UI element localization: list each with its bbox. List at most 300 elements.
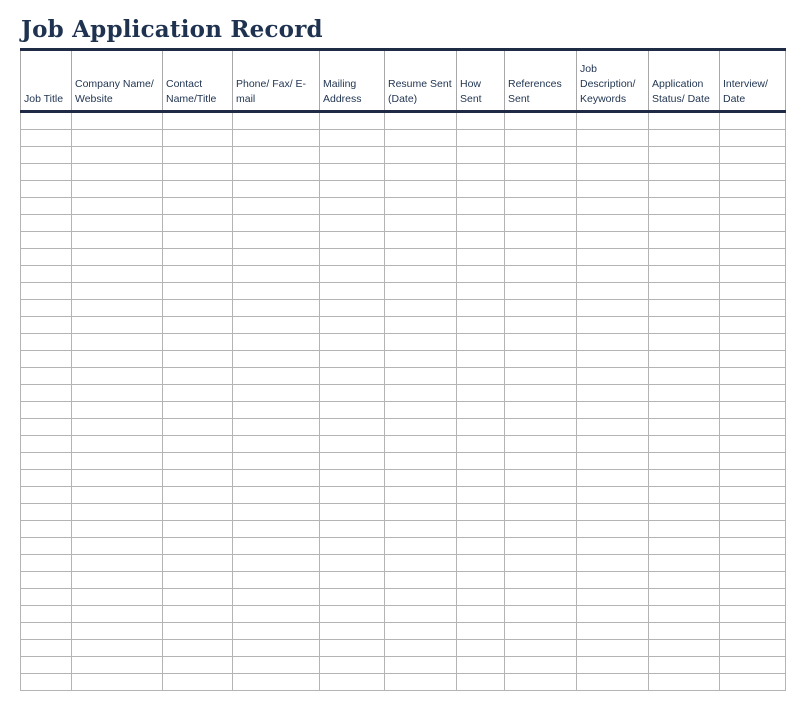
- table-cell[interactable]: [163, 674, 233, 691]
- table-cell[interactable]: [320, 351, 385, 368]
- table-cell[interactable]: [649, 283, 720, 300]
- table-cell[interactable]: [233, 521, 320, 538]
- table-cell[interactable]: [385, 487, 457, 504]
- table-cell[interactable]: [505, 385, 577, 402]
- table-cell[interactable]: [21, 351, 72, 368]
- table-cell[interactable]: [385, 504, 457, 521]
- table-cell[interactable]: [505, 164, 577, 181]
- table-cell[interactable]: [320, 521, 385, 538]
- table-cell[interactable]: [577, 164, 649, 181]
- table-cell[interactable]: [320, 453, 385, 470]
- table-cell[interactable]: [233, 555, 320, 572]
- table-cell[interactable]: [649, 640, 720, 657]
- table-cell[interactable]: [163, 487, 233, 504]
- table-cell[interactable]: [21, 555, 72, 572]
- table-cell[interactable]: [457, 385, 505, 402]
- table-cell[interactable]: [233, 402, 320, 419]
- table-cell[interactable]: [233, 674, 320, 691]
- table-cell[interactable]: [505, 453, 577, 470]
- table-cell[interactable]: [320, 589, 385, 606]
- table-cell[interactable]: [720, 402, 786, 419]
- table-cell[interactable]: [649, 266, 720, 283]
- table-cell[interactable]: [320, 538, 385, 555]
- table-cell[interactable]: [720, 674, 786, 691]
- table-cell[interactable]: [163, 589, 233, 606]
- table-cell[interactable]: [649, 453, 720, 470]
- table-cell[interactable]: [577, 385, 649, 402]
- table-cell[interactable]: [320, 266, 385, 283]
- table-cell[interactable]: [577, 112, 649, 130]
- table-cell[interactable]: [649, 334, 720, 351]
- table-cell[interactable]: [385, 385, 457, 402]
- table-cell[interactable]: [163, 317, 233, 334]
- table-cell[interactable]: [649, 657, 720, 674]
- table-cell[interactable]: [457, 487, 505, 504]
- table-cell[interactable]: [720, 606, 786, 623]
- table-cell[interactable]: [457, 572, 505, 589]
- table-cell[interactable]: [649, 215, 720, 232]
- table-cell[interactable]: [720, 589, 786, 606]
- table-cell[interactable]: [720, 555, 786, 572]
- table-cell[interactable]: [649, 181, 720, 198]
- table-cell[interactable]: [385, 147, 457, 164]
- table-cell[interactable]: [163, 657, 233, 674]
- table-cell[interactable]: [720, 164, 786, 181]
- table-cell[interactable]: [21, 402, 72, 419]
- table-cell[interactable]: [457, 181, 505, 198]
- table-cell[interactable]: [21, 640, 72, 657]
- table-cell[interactable]: [385, 164, 457, 181]
- table-cell[interactable]: [577, 300, 649, 317]
- table-cell[interactable]: [163, 640, 233, 657]
- table-cell[interactable]: [720, 112, 786, 130]
- table-cell[interactable]: [163, 504, 233, 521]
- table-cell[interactable]: [72, 555, 163, 572]
- table-cell[interactable]: [320, 470, 385, 487]
- table-cell[interactable]: [649, 606, 720, 623]
- table-cell[interactable]: [720, 487, 786, 504]
- table-cell[interactable]: [233, 283, 320, 300]
- table-cell[interactable]: [233, 334, 320, 351]
- table-cell[interactable]: [577, 181, 649, 198]
- table-cell[interactable]: [505, 674, 577, 691]
- table-cell[interactable]: [505, 181, 577, 198]
- table-cell[interactable]: [385, 419, 457, 436]
- table-cell[interactable]: [72, 198, 163, 215]
- table-cell[interactable]: [233, 300, 320, 317]
- table-cell[interactable]: [21, 419, 72, 436]
- table-cell[interactable]: [385, 402, 457, 419]
- table-cell[interactable]: [577, 623, 649, 640]
- table-cell[interactable]: [163, 572, 233, 589]
- table-cell[interactable]: [163, 181, 233, 198]
- table-cell[interactable]: [21, 606, 72, 623]
- table-cell[interactable]: [72, 215, 163, 232]
- table-cell[interactable]: [649, 368, 720, 385]
- table-cell[interactable]: [320, 198, 385, 215]
- table-cell[interactable]: [21, 147, 72, 164]
- table-cell[interactable]: [385, 368, 457, 385]
- table-cell[interactable]: [505, 470, 577, 487]
- table-cell[interactable]: [577, 589, 649, 606]
- table-cell[interactable]: [72, 538, 163, 555]
- table-cell[interactable]: [577, 674, 649, 691]
- table-cell[interactable]: [505, 504, 577, 521]
- table-cell[interactable]: [457, 623, 505, 640]
- table-cell[interactable]: [457, 283, 505, 300]
- table-cell[interactable]: [163, 215, 233, 232]
- table-cell[interactable]: [21, 164, 72, 181]
- table-cell[interactable]: [457, 351, 505, 368]
- table-cell[interactable]: [233, 487, 320, 504]
- table-cell[interactable]: [21, 181, 72, 198]
- table-cell[interactable]: [320, 283, 385, 300]
- table-cell[interactable]: [21, 657, 72, 674]
- table-cell[interactable]: [505, 572, 577, 589]
- table-cell[interactable]: [577, 266, 649, 283]
- table-cell[interactable]: [720, 215, 786, 232]
- table-cell[interactable]: [21, 368, 72, 385]
- table-cell[interactable]: [72, 572, 163, 589]
- table-cell[interactable]: [163, 266, 233, 283]
- table-cell[interactable]: [163, 249, 233, 266]
- table-cell[interactable]: [320, 249, 385, 266]
- table-cell[interactable]: [320, 504, 385, 521]
- table-cell[interactable]: [385, 521, 457, 538]
- table-cell[interactable]: [72, 385, 163, 402]
- table-cell[interactable]: [233, 112, 320, 130]
- table-cell[interactable]: [233, 538, 320, 555]
- table-cell[interactable]: [163, 453, 233, 470]
- table-cell[interactable]: [233, 453, 320, 470]
- table-cell[interactable]: [163, 555, 233, 572]
- table-cell[interactable]: [72, 521, 163, 538]
- table-cell[interactable]: [505, 606, 577, 623]
- table-cell[interactable]: [72, 589, 163, 606]
- table-cell[interactable]: [385, 657, 457, 674]
- table-cell[interactable]: [385, 538, 457, 555]
- table-cell[interactable]: [720, 232, 786, 249]
- table-cell[interactable]: [163, 436, 233, 453]
- table-cell[interactable]: [21, 266, 72, 283]
- table-cell[interactable]: [385, 640, 457, 657]
- table-cell[interactable]: [233, 436, 320, 453]
- table-cell[interactable]: [385, 317, 457, 334]
- table-cell[interactable]: [720, 385, 786, 402]
- table-cell[interactable]: [577, 198, 649, 215]
- table-cell[interactable]: [72, 334, 163, 351]
- table-cell[interactable]: [385, 283, 457, 300]
- table-cell[interactable]: [720, 538, 786, 555]
- table-cell[interactable]: [72, 232, 163, 249]
- table-cell[interactable]: [21, 334, 72, 351]
- table-cell[interactable]: [720, 436, 786, 453]
- table-cell[interactable]: [72, 436, 163, 453]
- table-cell[interactable]: [163, 164, 233, 181]
- table-cell[interactable]: [505, 351, 577, 368]
- table-cell[interactable]: [163, 283, 233, 300]
- table-cell[interactable]: [163, 521, 233, 538]
- table-cell[interactable]: [320, 232, 385, 249]
- table-cell[interactable]: [72, 317, 163, 334]
- table-cell[interactable]: [320, 436, 385, 453]
- table-cell[interactable]: [320, 402, 385, 419]
- table-cell[interactable]: [457, 334, 505, 351]
- table-cell[interactable]: [21, 521, 72, 538]
- table-cell[interactable]: [577, 419, 649, 436]
- table-cell[interactable]: [72, 164, 163, 181]
- table-cell[interactable]: [385, 215, 457, 232]
- table-cell[interactable]: [385, 589, 457, 606]
- table-cell[interactable]: [320, 334, 385, 351]
- table-cell[interactable]: [457, 266, 505, 283]
- table-cell[interactable]: [21, 317, 72, 334]
- table-cell[interactable]: [457, 640, 505, 657]
- table-cell[interactable]: [649, 487, 720, 504]
- table-cell[interactable]: [385, 181, 457, 198]
- table-cell[interactable]: [320, 555, 385, 572]
- table-cell[interactable]: [457, 436, 505, 453]
- table-cell[interactable]: [577, 521, 649, 538]
- table-cell[interactable]: [233, 640, 320, 657]
- table-cell[interactable]: [163, 232, 233, 249]
- table-cell[interactable]: [320, 215, 385, 232]
- table-cell[interactable]: [21, 385, 72, 402]
- table-cell[interactable]: [320, 130, 385, 147]
- table-cell[interactable]: [577, 504, 649, 521]
- table-cell[interactable]: [457, 470, 505, 487]
- table-cell[interactable]: [233, 147, 320, 164]
- table-cell[interactable]: [21, 504, 72, 521]
- table-cell[interactable]: [385, 606, 457, 623]
- table-cell[interactable]: [505, 555, 577, 572]
- table-cell[interactable]: [649, 164, 720, 181]
- table-cell[interactable]: [163, 623, 233, 640]
- table-cell[interactable]: [72, 368, 163, 385]
- table-cell[interactable]: [649, 436, 720, 453]
- table-cell[interactable]: [505, 232, 577, 249]
- table-cell[interactable]: [320, 657, 385, 674]
- table-cell[interactable]: [505, 317, 577, 334]
- table-cell[interactable]: [457, 232, 505, 249]
- table-cell[interactable]: [72, 351, 163, 368]
- table-cell[interactable]: [320, 112, 385, 130]
- table-cell[interactable]: [233, 215, 320, 232]
- table-cell[interactable]: [72, 283, 163, 300]
- table-cell[interactable]: [577, 130, 649, 147]
- table-cell[interactable]: [163, 112, 233, 130]
- table-cell[interactable]: [457, 402, 505, 419]
- table-cell[interactable]: [457, 130, 505, 147]
- table-cell[interactable]: [21, 487, 72, 504]
- table-cell[interactable]: [385, 232, 457, 249]
- table-cell[interactable]: [505, 112, 577, 130]
- table-cell[interactable]: [233, 589, 320, 606]
- table-cell[interactable]: [163, 351, 233, 368]
- table-cell[interactable]: [505, 130, 577, 147]
- table-cell[interactable]: [577, 283, 649, 300]
- table-cell[interactable]: [720, 266, 786, 283]
- table-cell[interactable]: [505, 640, 577, 657]
- table-cell[interactable]: [21, 572, 72, 589]
- table-cell[interactable]: [72, 453, 163, 470]
- table-cell[interactable]: [385, 572, 457, 589]
- table-cell[interactable]: [457, 589, 505, 606]
- table-cell[interactable]: [457, 147, 505, 164]
- table-cell[interactable]: [649, 317, 720, 334]
- table-cell[interactable]: [505, 249, 577, 266]
- table-cell[interactable]: [577, 368, 649, 385]
- table-cell[interactable]: [233, 317, 320, 334]
- table-cell[interactable]: [720, 198, 786, 215]
- table-cell[interactable]: [720, 181, 786, 198]
- table-cell[interactable]: [505, 419, 577, 436]
- table-cell[interactable]: [505, 589, 577, 606]
- table-cell[interactable]: [385, 555, 457, 572]
- table-cell[interactable]: [320, 317, 385, 334]
- table-cell[interactable]: [163, 300, 233, 317]
- table-cell[interactable]: [649, 623, 720, 640]
- table-cell[interactable]: [21, 436, 72, 453]
- table-cell[interactable]: [72, 112, 163, 130]
- table-cell[interactable]: [577, 249, 649, 266]
- table-cell[interactable]: [505, 521, 577, 538]
- table-cell[interactable]: [233, 266, 320, 283]
- table-cell[interactable]: [233, 470, 320, 487]
- table-cell[interactable]: [720, 334, 786, 351]
- table-cell[interactable]: [385, 623, 457, 640]
- table-cell[interactable]: [505, 283, 577, 300]
- table-cell[interactable]: [577, 453, 649, 470]
- table-cell[interactable]: [385, 198, 457, 215]
- table-cell[interactable]: [385, 453, 457, 470]
- table-cell[interactable]: [457, 555, 505, 572]
- table-cell[interactable]: [21, 589, 72, 606]
- table-cell[interactable]: [720, 283, 786, 300]
- table-cell[interactable]: [320, 674, 385, 691]
- table-cell[interactable]: [649, 674, 720, 691]
- table-cell[interactable]: [720, 572, 786, 589]
- table-cell[interactable]: [577, 147, 649, 164]
- table-cell[interactable]: [21, 130, 72, 147]
- table-cell[interactable]: [21, 538, 72, 555]
- table-cell[interactable]: [649, 589, 720, 606]
- table-cell[interactable]: [233, 606, 320, 623]
- table-cell[interactable]: [233, 351, 320, 368]
- table-cell[interactable]: [72, 249, 163, 266]
- table-cell[interactable]: [163, 334, 233, 351]
- table-cell[interactable]: [720, 453, 786, 470]
- table-cell[interactable]: [505, 368, 577, 385]
- table-cell[interactable]: [21, 112, 72, 130]
- table-cell[interactable]: [649, 504, 720, 521]
- table-cell[interactable]: [577, 657, 649, 674]
- table-cell[interactable]: [72, 657, 163, 674]
- table-cell[interactable]: [720, 351, 786, 368]
- table-cell[interactable]: [577, 232, 649, 249]
- table-cell[interactable]: [457, 538, 505, 555]
- table-cell[interactable]: [720, 419, 786, 436]
- table-cell[interactable]: [233, 181, 320, 198]
- table-cell[interactable]: [385, 266, 457, 283]
- table-cell[interactable]: [320, 606, 385, 623]
- table-cell[interactable]: [72, 623, 163, 640]
- table-cell[interactable]: [72, 674, 163, 691]
- table-cell[interactable]: [233, 623, 320, 640]
- table-cell[interactable]: [505, 147, 577, 164]
- table-cell[interactable]: [320, 147, 385, 164]
- table-cell[interactable]: [457, 164, 505, 181]
- table-cell[interactable]: [385, 130, 457, 147]
- table-cell[interactable]: [457, 504, 505, 521]
- table-cell[interactable]: [457, 453, 505, 470]
- table-cell[interactable]: [21, 300, 72, 317]
- table-cell[interactable]: [649, 419, 720, 436]
- table-cell[interactable]: [163, 419, 233, 436]
- table-cell[interactable]: [649, 351, 720, 368]
- table-cell[interactable]: [649, 521, 720, 538]
- table-cell[interactable]: [457, 215, 505, 232]
- table-cell[interactable]: [21, 232, 72, 249]
- table-cell[interactable]: [233, 130, 320, 147]
- table-cell[interactable]: [72, 147, 163, 164]
- table-cell[interactable]: [163, 402, 233, 419]
- table-cell[interactable]: [233, 164, 320, 181]
- table-cell[interactable]: [163, 198, 233, 215]
- table-cell[interactable]: [163, 368, 233, 385]
- table-cell[interactable]: [233, 504, 320, 521]
- table-cell[interactable]: [320, 181, 385, 198]
- table-cell[interactable]: [720, 657, 786, 674]
- table-cell[interactable]: [577, 436, 649, 453]
- table-cell[interactable]: [720, 640, 786, 657]
- table-cell[interactable]: [505, 538, 577, 555]
- table-cell[interactable]: [385, 334, 457, 351]
- table-cell[interactable]: [720, 130, 786, 147]
- table-cell[interactable]: [72, 181, 163, 198]
- table-cell[interactable]: [505, 657, 577, 674]
- table-cell[interactable]: [233, 572, 320, 589]
- table-cell[interactable]: [21, 623, 72, 640]
- table-cell[interactable]: [577, 402, 649, 419]
- table-cell[interactable]: [649, 232, 720, 249]
- table-cell[interactable]: [505, 300, 577, 317]
- table-cell[interactable]: [21, 215, 72, 232]
- table-cell[interactable]: [649, 147, 720, 164]
- table-cell[interactable]: [720, 300, 786, 317]
- table-cell[interactable]: [233, 419, 320, 436]
- table-cell[interactable]: [163, 130, 233, 147]
- table-cell[interactable]: [720, 249, 786, 266]
- table-cell[interactable]: [505, 198, 577, 215]
- table-cell[interactable]: [505, 266, 577, 283]
- table-cell[interactable]: [163, 606, 233, 623]
- table-cell[interactable]: [320, 487, 385, 504]
- table-cell[interactable]: [649, 402, 720, 419]
- table-cell[interactable]: [457, 657, 505, 674]
- table-cell[interactable]: [21, 453, 72, 470]
- table-cell[interactable]: [320, 300, 385, 317]
- table-cell[interactable]: [320, 164, 385, 181]
- table-cell[interactable]: [163, 538, 233, 555]
- table-cell[interactable]: [72, 606, 163, 623]
- table-cell[interactable]: [21, 249, 72, 266]
- table-cell[interactable]: [577, 487, 649, 504]
- table-cell[interactable]: [457, 521, 505, 538]
- table-cell[interactable]: [21, 283, 72, 300]
- table-cell[interactable]: [649, 385, 720, 402]
- table-cell[interactable]: [385, 351, 457, 368]
